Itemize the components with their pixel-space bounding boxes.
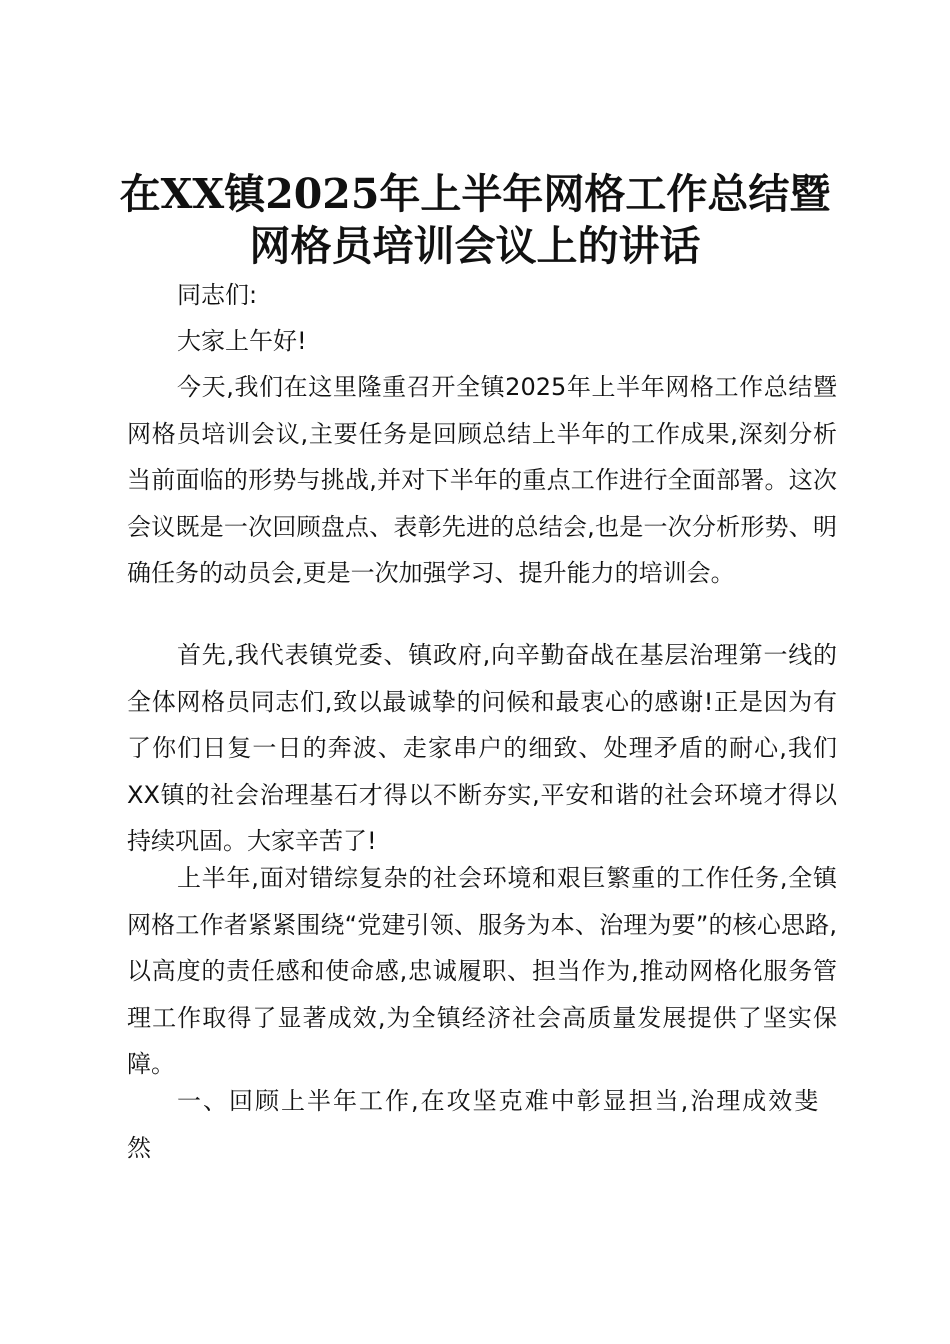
section-heading-1: 一、回顾上半年工作,在攻坚克难中彰显担当,治理成效斐然 xyxy=(127,1087,821,1162)
paragraph-thanks: 首先,我代表镇党委、镇政府,向辛勤奋战在基层治理第一线的全体网格员同志们,致以最诚挚的问候和最衷心的感谢!正是因为有了你们日复一日的奔波、走家串户的细致、处理矛盾的耐心,我们XX镇的社会治理基石才得以不断夯实,平安和谐的社会环境才得以持续巩固。大家辛苦了! xyxy=(127,641,837,856)
greeting: 大家上午好! xyxy=(177,327,307,355)
paragraph-intro: 今天,我们在这里隆重召开全镇2025年上半年网格工作总结暨网格员培训会议,主要任务是回顾总结上半年的工作成果,深刻分析当前面临的形势与挑战,并对下半年的重点工作进行全面部署。这次会议既是一次回顾盘点、表彰先进的总结会,也是一次分析形势、明确任务的动员会,更是一次加强学习、提升能力的培训会。 xyxy=(127,373,837,588)
document-title-line-1: 在XX镇2025年上半年网格工作总结暨 xyxy=(119,170,831,218)
document-title-line-2: 网格员培训会议上的讲话 xyxy=(249,222,701,270)
paragraph-summary: 上半年,面对错综复杂的社会环境和艰巨繁重的工作任务,全镇网格工作者紧紧围绕“党建引领、服务为本、治理为要”的核心思路,以高度的责任感和使命感,忠诚履职、担当作为,推动网格化服务管理工作取得了显著成效,为全镇经济社会高质量发展提供了坚实保障。 xyxy=(127,864,837,1079)
salutation: 同志们: xyxy=(177,281,258,309)
